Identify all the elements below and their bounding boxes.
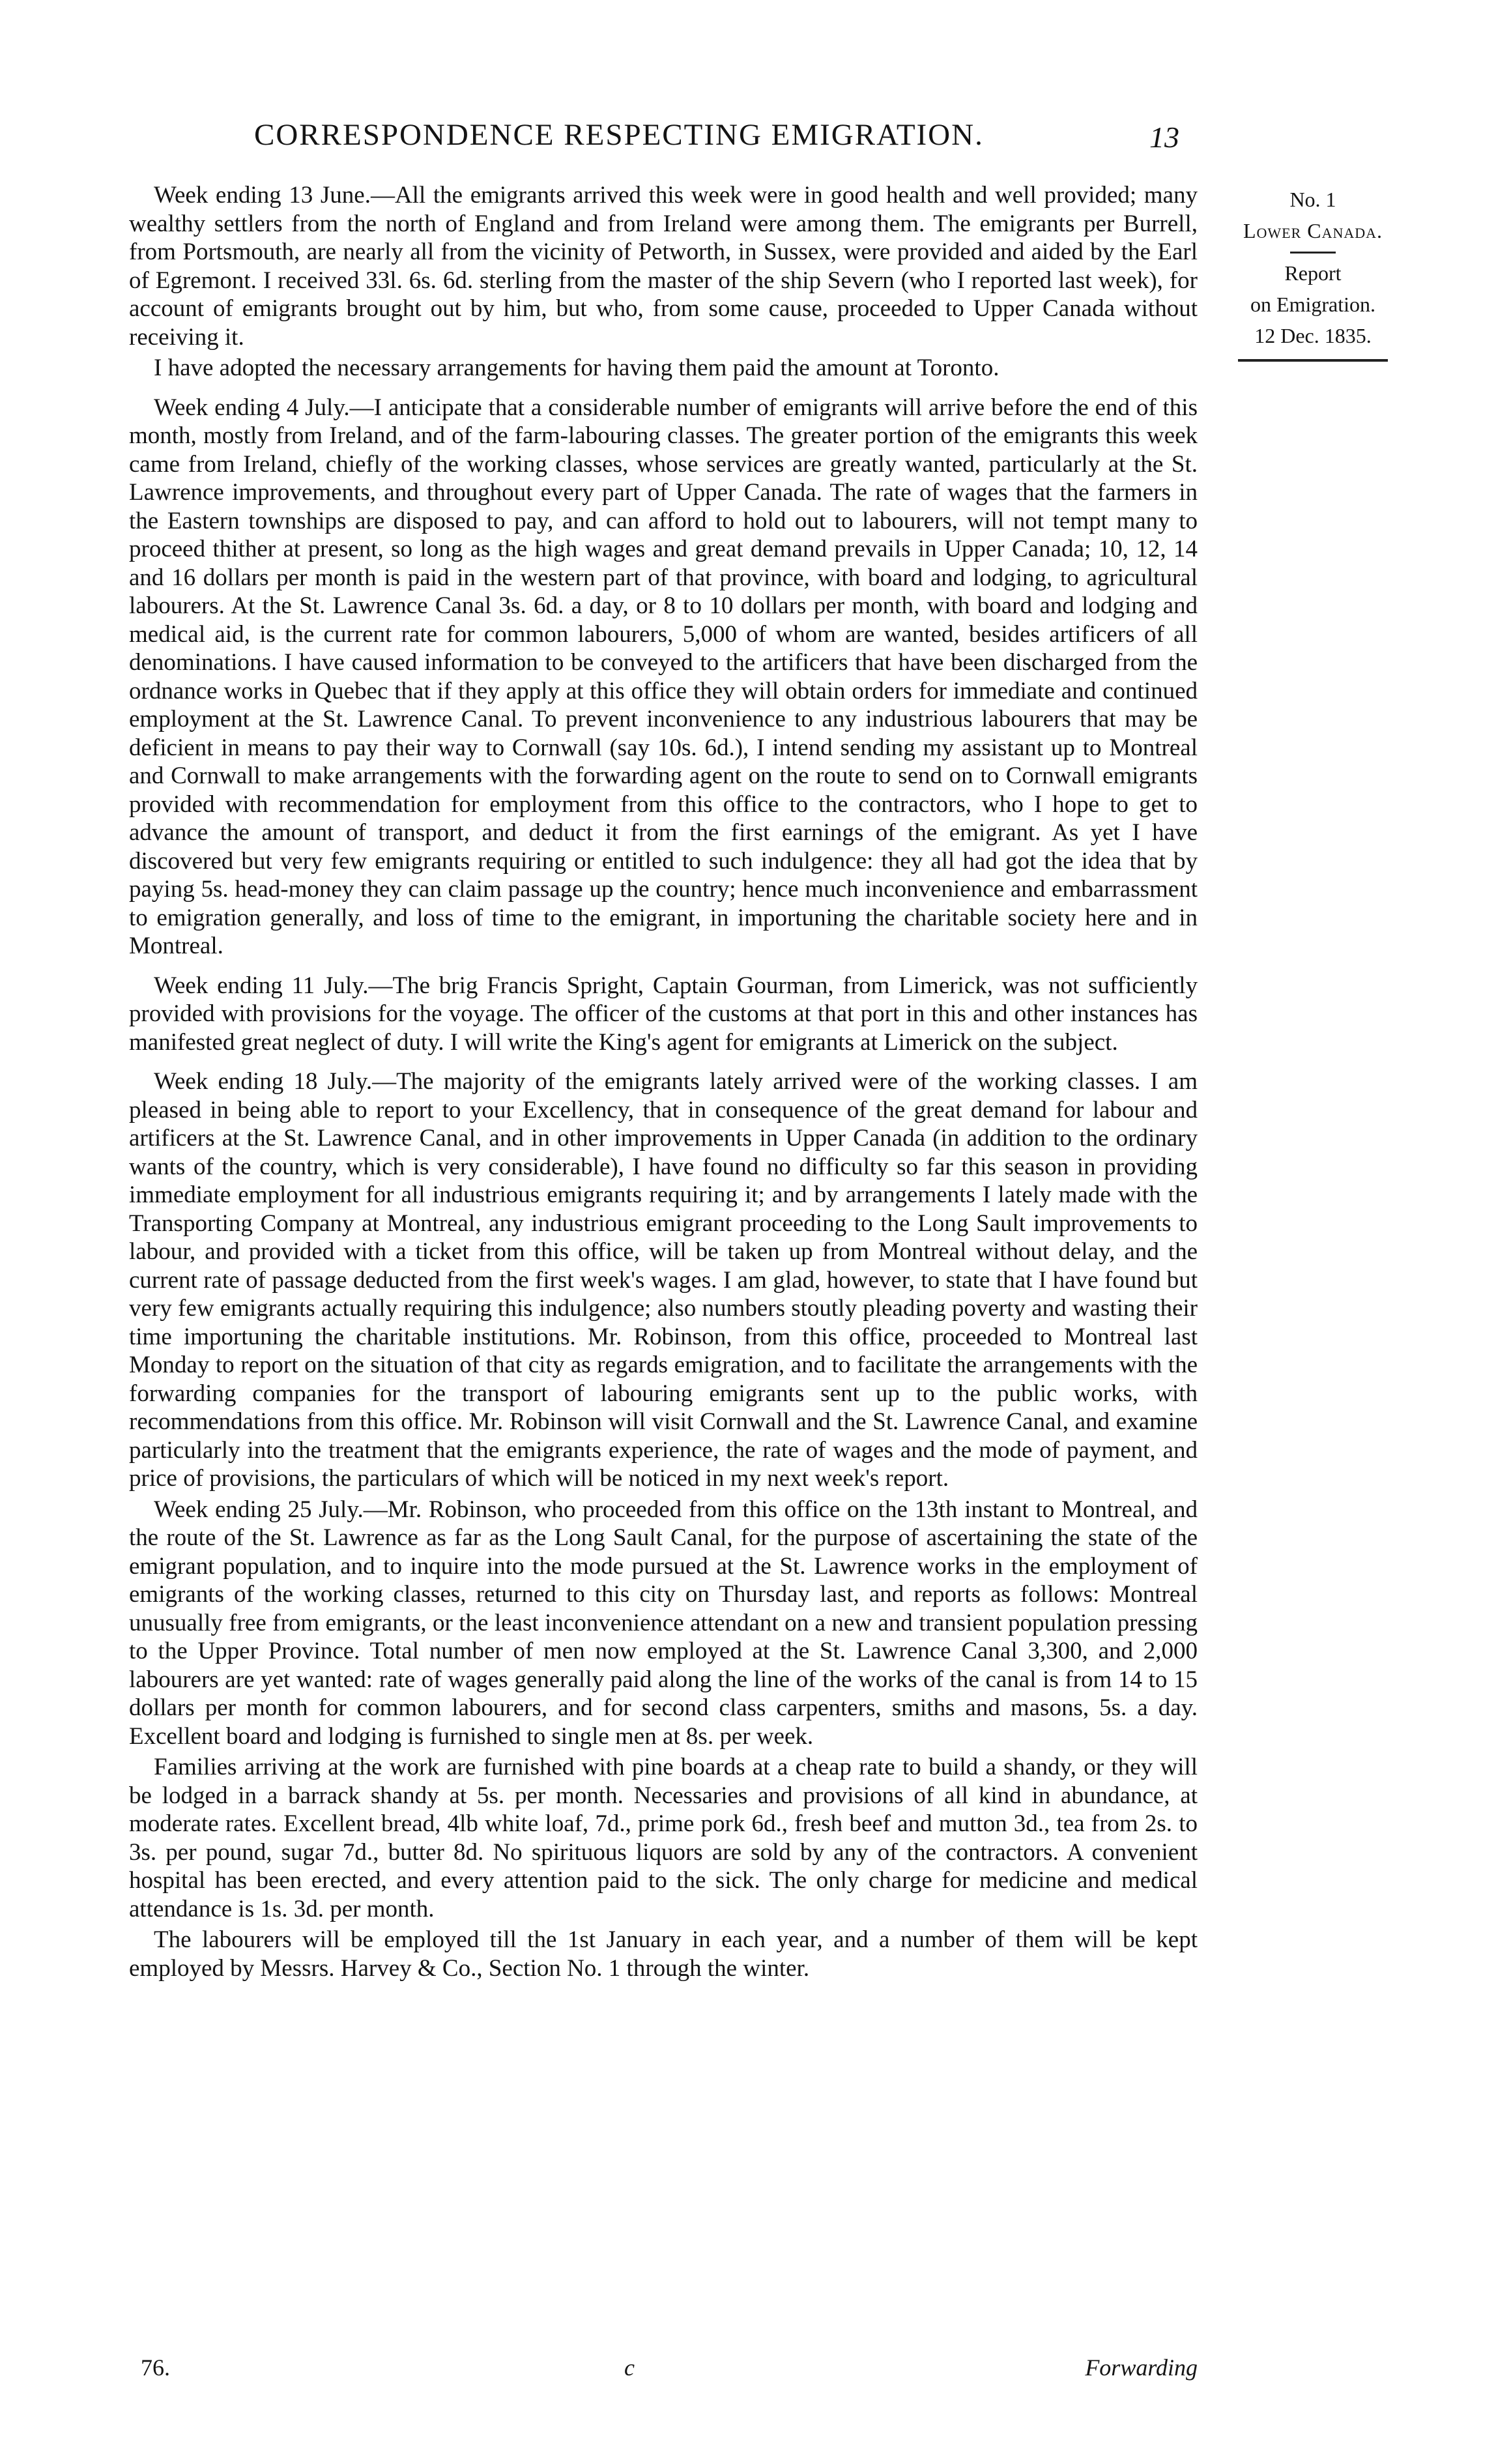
paragraph-25-july: Week ending 25 July.—Mr. Robinson, who proceeded from this office on the 13th instant to Montreal, and the route of the St. Lawrence as far as the Long Sault Canal, for the purpose of ascertaining the state of the emigrant population, and to inquire into the mode pursued at the St. Lawrence works in the employment of emigrants of the working classes, returned to this city on Thursday last, and reports as follows: Montreal unusually free from emigrants, or the least inconvenience attendant on a new and transient population pressing to the Upper Province. Total number of men now employed at the St. Lawrence Canal 3,300, and 2,000 labourers are yet wanted: rate of wages generally paid along the line of the works of the canal is from 14 to 15 dollars per month for common labourers, and for second class carpenters, smiths and masons, 5s. a day. Excellent board and lodging is furnished to single men at 8s. per week. [129, 1496, 1198, 1750]
paragraph-winter-employment: The labourers will be employed till the 1st January in each year, and a number of them will be kept employed by Messrs. Harvey & Co., Section No. 1 through the winter. [129, 1926, 1198, 1982]
page-title: CORRESPONDENCE RESPECTING EMIGRATION. [254, 118, 984, 152]
margin-note-report: Report [1284, 261, 1342, 285]
page-number: 13 [1149, 121, 1179, 154]
paragraph-toronto-payment: I have adopted the necessary arrangements for having them paid the amount at Toronto. [154, 355, 1000, 381]
catchword: Forwarding [1085, 2355, 1198, 2381]
paragraph-11-july: Week ending 11 July.—The brig Francis Spright, Captain Gourman, from Limerick, was not sufficiently provided with provisions for the voyage. The officer of the customs at that port in this and other instances has manifested great neglect of duty. I will write the King's agent for emigrants at Limerick on the subject. [129, 972, 1198, 1056]
paragraph-families: Families arriving at the work are furnished with pine boards at a cheap rate to build a shandy, or they will be lodged in a barrack shandy at 5s. per month. Necessaries and provisions of all kind in abundance, at moderate rates. Excellent bread, 4lb white loaf, 7d., prime pork 6d., fresh beef and mutton 3d., tea from 2s. to 3s. per pound, sugar 7d., butter 8d. No spirituous liquors are sold by any of the contractors. A convenient hospital has been erected, and every attention paid to the sick. The only charge for medicine and medical attendance is 1s. 3d. per month. [129, 1754, 1198, 1922]
margin-note-number: No. 1 [1289, 188, 1336, 211]
body-text [129, 181, 1198, 1985]
margin-note-long-rule [1238, 359, 1388, 362]
margin-note [1205, 184, 1420, 362]
signature-mark: c [624, 2355, 635, 2381]
document-number: 76. [141, 2355, 170, 2381]
paragraph-4-july: Week ending 4 July.—I anticipate that a considerable number of emigrants will arrive before the end of this month, mostly from Ireland, and of the farm-labouring classes. The greater portion of the emigrants this week came from Ireland, chiefly of the working classes, whose services are greatly wanted, particularly at the St. Lawrence improvements, and throughout every part of Upper Canada. The rate of wages that the farmers in the Eastern townships are disposed to pay, and can afford to hold out to labourers, will not tempt many to proceed thither at present, so long as the high wages and great demand prevails in Upper Canada; 10, 12, 14 and 16 dollars per month is paid in the western part of that province, with board and lodging, to agricultural labourers. At the St. Lawrence Canal 3s. 6d. a day, or 8 to 10 dollars per month, with board and lodging and medical aid, is the current rate for common labourers, 5,000 of whom are wanted, besides artificers of all denominations. I have caused information to be conveyed to the artificers that have been discharged from the ordnance works in Quebec that if they apply at this office they will obtain orders for immediate and continued employment at the St. Lawrence Canal. To prevent inconvenience to any industrious labourers that may be deficient in means to pay their way to Cornwall (say 10s. 6d.), I intend sending my assistant up to Montreal and Cornwall to make arrangements with the forwarding agent on the route to send on to Cornwall emigrants provided with recommendation for employment from this office to the contractors, who I hope to get to advance the amount of transport, and deduct it from the first earnings of the emigrant. As yet I have discovered but very few emigrants requiring or entitled to such indulgence: they all had got the idea that by paying 5s. head-money they can claim passage up the country; hence much inconvenience and embarrassment to emigration generally, and loss of time to the emigrant, in importuning the charitable society here and in Montreal. [129, 394, 1198, 959]
margin-note-subject: on Emigration. [1250, 293, 1375, 316]
paragraph-13-june: Week ending 13 June.—All the emigrants arrived this week were in good health and well provided; many wealthy settlers from the north of England and from Ireland were among them. The emigrants per Burrell, from Portsmouth, are nearly all from the vicinity of Petworth, in Sussex, were provided and aided by the Earl of Egremont. I received 33l. 6s. 6d. sterling from the master of the ship Severn (who I reported last week), for account of emigrants brought out by him, but who, from some cause, proceeded to Upper Canada without receiving it. [129, 182, 1198, 351]
paragraph-18-july: Week ending 18 July.—The majority of the emigrants lately arrived were of the working classes. I am pleased in being able to report to your Excellency, that in consequence of the great demand for labour and artificers at the St. Lawrence Canal, and in other improvements in Upper Canada (in addition to the ordinary wants of the country, which is very considerable), I have found no difficulty so far this season in providing immediate employment for all industrious emigrants requiring it; and by arrangements I lately made with the Transporting Company at Montreal, any industrious emigrant proceeding to the Long Sault improvements to labour, and provided with a ticket from this office, will be taken up from Montreal without delay, and the current rate of passage deducted from the first week's wages. I am glad, however, to state that I have found but very few emigrants actually requiring this indulgence; also numbers stoutly pleading poverty and wasting their time importuning the charitable institutions. Mr. Robinson, from this office, proceeded to Montreal last Monday to report on the situation of that city as regards emigration, and to facilitate the arrangements with the forwarding companies for the transport of labouring emigrants sent up to the public works, with recommendations from this office. Mr. Robinson will visit Cornwall and the St. Lawrence Canal, and examine particularly into the treatment that the emigrants experience, the rate of wages and the mode of payment, and price of provisions, the particulars of which will be noticed in my next week's report. [129, 1068, 1198, 1492]
running-head [130, 117, 1199, 169]
margin-note-date: 12 Dec. 1835. [1254, 324, 1372, 347]
margin-note-short-rule [1290, 252, 1336, 254]
page-footer [129, 2354, 1198, 2386]
margin-note-place: Lower Canada. [1243, 219, 1383, 242]
